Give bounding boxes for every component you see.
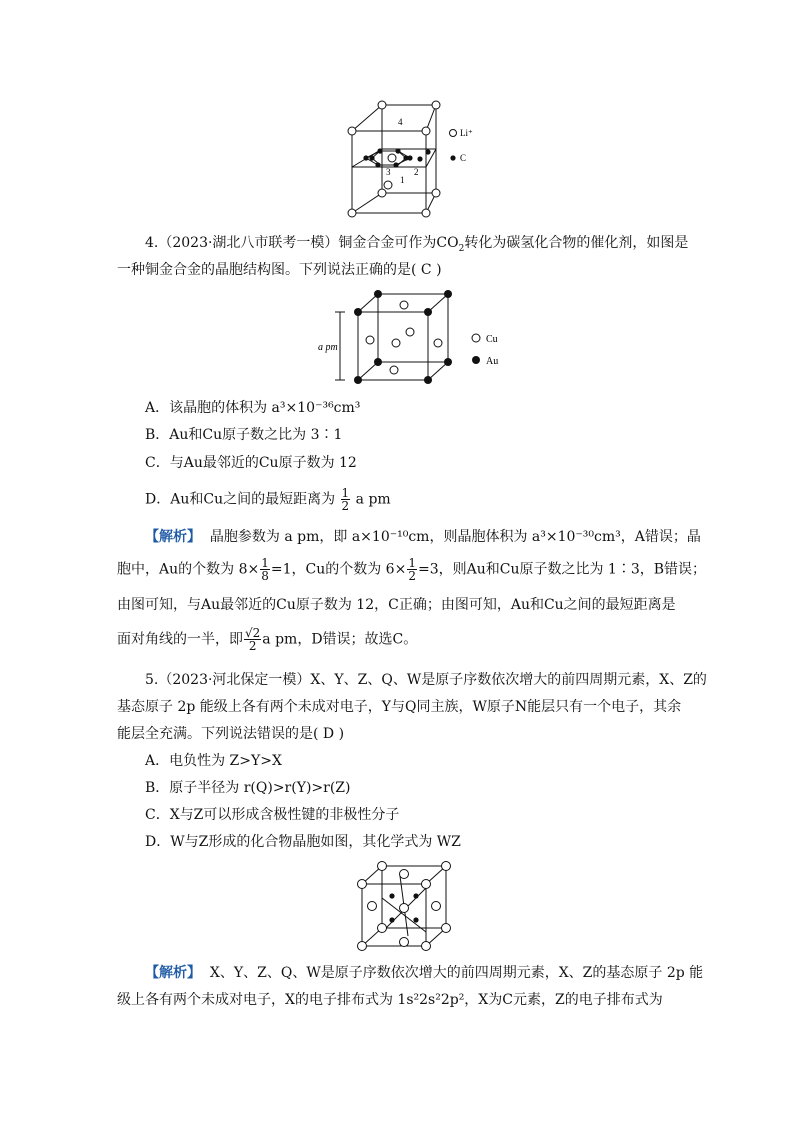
q4-analysis-line1: 【解析】 晶胞参数为 a pm，即 a×10⁻¹⁰cm，则晶胞体积为 a³×10⁻³⁰cm³，A错误；晶 [145, 529, 701, 545]
fraction-half: $\frac{1}{2}$ [341, 486, 350, 513]
label-2: 2 [414, 167, 419, 177]
q4-analysis-line2: 胞中，Au的个数为 8× $\frac{1}{8}$ =1，Cu的个数为 6× $\frac{1}{2}$ =3，则Au和Cu原子数之比为 1∶3，B错误； [117, 556, 707, 583]
w-atom [389, 893, 394, 898]
au-atom [354, 308, 362, 316]
q4-stem-line1: 4.（2023·湖北八市联考一模）铜金合金可作为$CO_2$转化为碳氢化合物的催化剂，如图是 [145, 235, 689, 254]
fraction-sqrt2-over-2: $\frac{√2}{2}$ [245, 626, 261, 653]
q4-option-a: A．该晶胞的体积为 a³×10⁻³⁶cm³ [145, 400, 361, 416]
q4-option-d: D．Au和Cu之间的最短距离为 $\frac{1}{2}$ a pm [145, 486, 391, 513]
q5-stem-line3: 能层全充满。下列说法错误的是( D ) [117, 726, 345, 742]
legend-au: Au [486, 356, 499, 367]
q5-option-d: D．W与Z形成的化合物晶胞如图，其化学式为 WZ [145, 834, 461, 850]
label-3: 3 [386, 167, 391, 177]
analysis-tag: 【解析】 [145, 529, 201, 545]
q5-analysis-line1: 【解析】 X、Y、Z、Q、W是原子序数依次增大的前四周期元素，X、Z的基态原子 2p 能 [145, 965, 704, 981]
figure-li-c-cell [340, 95, 500, 225]
q5-option-c: C．X与Z可以形成含极性键的非极性分子 [145, 807, 400, 823]
figure-wz-cell [352, 858, 462, 952]
q5-option-b: B．原子半径为 r(Q)>r(Y)>r(Z) [145, 780, 351, 796]
legend-cu: Cu [486, 334, 498, 345]
cu-atom [400, 301, 408, 309]
analysis-tag-2: 【解析】 [145, 965, 201, 981]
a-pm-label: a pm [318, 342, 338, 353]
label-1: 1 [400, 175, 405, 185]
fraction-half-2: $\frac{1}{2}$ [408, 556, 416, 583]
q5-option-a: A．电负性为 Z>Y>X [145, 753, 282, 769]
legend-li: Li⁺ [460, 128, 473, 138]
q5-stem-line1: 5.（2023·河北保定一模）X、Y、Z、Q、W是原子序数依次增大的前四周期元素，X、Z的 [145, 672, 707, 688]
q5-stem-line2: 基态原子 2p 能级上各有两个未成对电子，Y与Q同主族，W原子N能层只有一个电子，其余 [117, 699, 682, 715]
fraction-eighth: $\frac{1}{8}$ [261, 556, 269, 583]
q4-stem-line2: 一种铜金合金的晶胞结构图。下列说法正确的是( C ) [117, 262, 442, 278]
q4-option-b: B．Au和Cu原子数之比为 3∶1 [145, 427, 343, 443]
li-atom [348, 127, 356, 135]
figure-cu-au-cell [318, 288, 518, 388]
q4-option-c: C．与Au最邻近的Cu原子数为 12 [145, 455, 357, 471]
q4-analysis-line3: 由图可知，与Au最邻近的Cu原子数为 12，C正确；由图可知，Au和Cu之间的最短距离是 [117, 597, 676, 613]
z-atom [358, 880, 367, 889]
q4-analysis-line4: 面对角线的一半，即 $\frac{√2}{2}$ a pm，D错误；故选C。 [117, 626, 418, 653]
q5-analysis-line2: 级上各有两个未成对电子，X的电子排布式为 1s²2s²2p²，X为C元素，Z的电子排布式为 [117, 992, 663, 1008]
legend-c: C [460, 153, 467, 163]
label-4: 4 [398, 117, 403, 127]
c-atom [363, 155, 368, 160]
